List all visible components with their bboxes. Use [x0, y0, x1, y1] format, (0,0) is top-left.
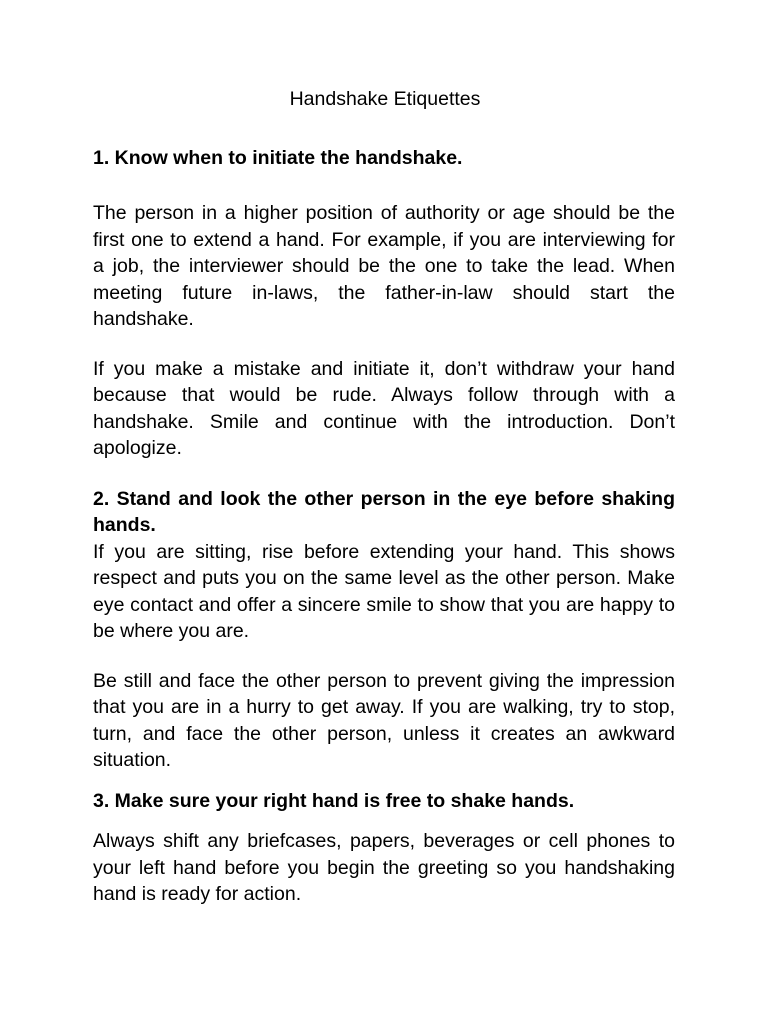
section-3-paragraph-1: Always shift any briefcases, papers, beverages or cell phones to your left hand before you begin the greeting so you handshaking hand is ready for action.	[93, 830, 675, 905]
section-heading-3: 3. Make sure your right hand is free to shake hands.	[93, 789, 575, 812]
section-1-paragraph-2: If you make a mistake and initiate it, don’t withdraw your hand because that would be rude. Always follow through with a handshake. Smile and continue with the introduction. Don’t apologize.	[93, 357, 675, 459]
section-2-paragraph-2: Be still and face the other person to prevent giving the impression that you are in a hurry to get away. If you are walking, try to stop, turn, and face the other person, unless it creates an awkward situation.	[93, 669, 675, 771]
section-heading-1: 1. Know when to initiate the handshake.	[93, 146, 463, 169]
document-title: Handshake Etiquettes	[289, 88, 481, 110]
section-2-paragraph-1: If you are sitting, rise before extending your hand. This shows respect and puts you on the same level as the other person. Make eye contact and offer a sincere smile to show that you are happy to be where you are.	[93, 540, 675, 642]
document-body	[93, 86, 675, 908]
section-heading-2: 2. Stand and look the other person in the eye before shaking hands.	[93, 487, 675, 536]
section-1-paragraph-1: The person in a higher position of authority or age should be the first one to extend a hand. For example, if you are interviewing for a job, the interviewer should be the one to take the lead. When meeting future in-laws, the father-in-law should start the handshake.	[93, 202, 675, 330]
